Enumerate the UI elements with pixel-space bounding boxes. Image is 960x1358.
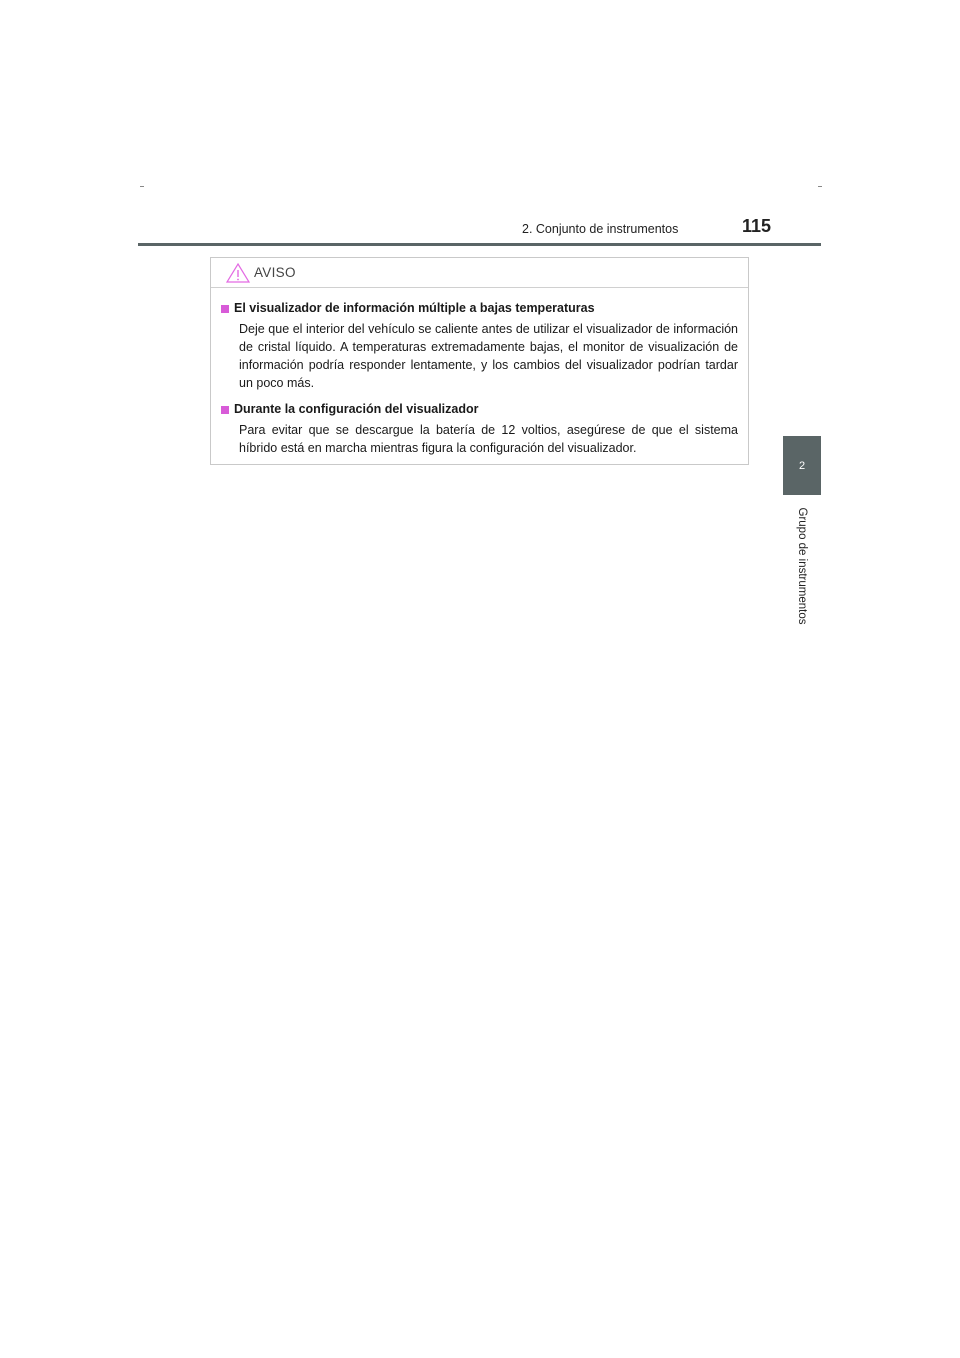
page-number: 115 (742, 216, 772, 236)
section-title: 2. Conjunto de instrumentos (522, 222, 679, 236)
caution-title: AVISO (254, 265, 296, 280)
caution-box (210, 257, 749, 465)
caution-item-text: Deje que el interior del vehículo se caliente antes de utilizar el visualizador de información de cristal líquido. A temperaturas extremadamente bajas, el monitor de visualización de información podría responder lentamente, y los cambios del visualizador podrían tardar un poco más. (239, 322, 738, 390)
warning-triangle-icon (226, 263, 250, 283)
crop-mark-left (140, 186, 144, 187)
caution-header (211, 258, 748, 288)
chapter-label: Grupo de instrumentos (796, 507, 808, 625)
caution-item-heading (221, 401, 738, 418)
bullet-square-icon (221, 406, 229, 414)
caution-item-heading-text: Durante la configuración del visualizador (234, 402, 479, 416)
chapter-number: 2 (798, 459, 806, 472)
caution-item-heading (221, 300, 738, 317)
caution-body (211, 288, 748, 457)
crop-mark-right (818, 186, 822, 187)
caution-item-text: Para evitar que se descargue la batería de 12 voltios, asegúrese de que el sistema híbrido está en marcha mientras figura la configuración del visualizador. (239, 423, 738, 455)
caution-item-heading-text: El visualizador de información múltiple a bajas temperaturas (234, 301, 595, 315)
header-rule (138, 243, 821, 246)
bullet-square-icon (221, 305, 229, 313)
